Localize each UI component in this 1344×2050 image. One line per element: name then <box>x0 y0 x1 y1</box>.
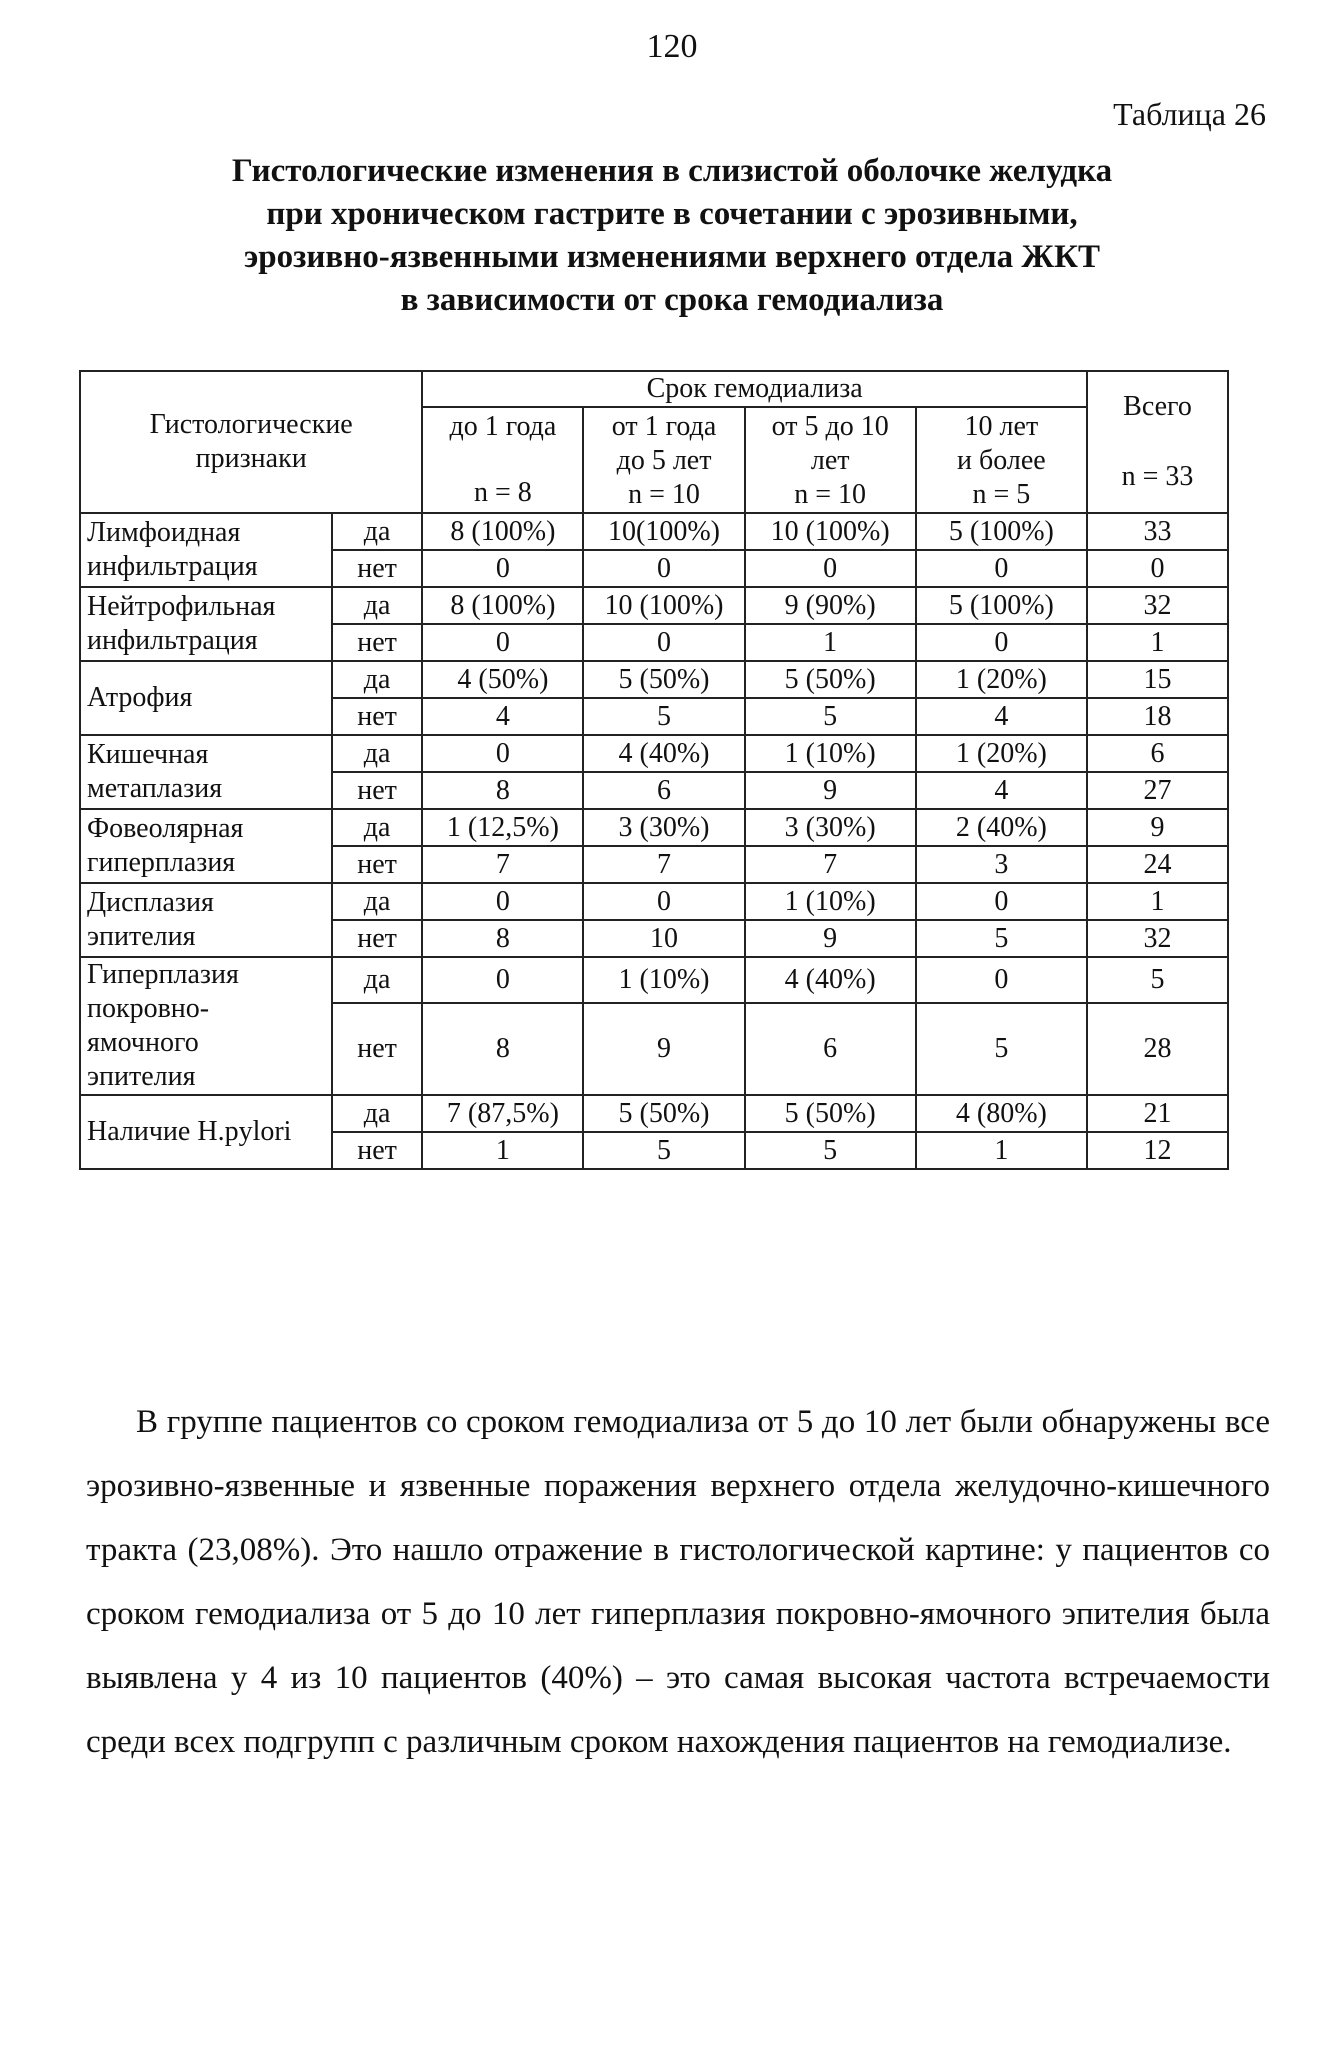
duration-column-header: до 1 года n = 8 <box>422 407 583 513</box>
feature-cell: Дисплазия эпителия <box>80 883 332 957</box>
value-cell: 0 <box>422 957 583 1003</box>
total-cell: 1 <box>1087 624 1228 661</box>
total-cell: 1 <box>1087 883 1228 920</box>
value-cell: 8 <box>422 772 583 809</box>
feature-cell: Кишечная метаплазия <box>80 735 332 809</box>
value-cell: 8 <box>422 1003 583 1095</box>
duration-group-header: Срок гемодиализа <box>422 371 1087 407</box>
title-line: при хроническом гастрите в сочетании с эрозивными, <box>266 196 1078 232</box>
value-cell: 0 <box>916 883 1087 920</box>
answer-cell: да <box>332 513 423 550</box>
value-cell: 7 (87,5%) <box>422 1095 583 1132</box>
answer-cell: да <box>332 587 423 624</box>
table-row <box>80 587 1228 624</box>
duration-column-header: от 5 до 10 лет n = 10 <box>745 407 916 513</box>
feature-cell: Наличие H.pylori <box>80 1095 332 1169</box>
value-cell: 2 (40%) <box>916 809 1087 846</box>
value-cell: 8 (100%) <box>422 513 583 550</box>
value-cell: 4 (40%) <box>745 957 916 1003</box>
value-cell: 0 <box>745 550 916 587</box>
value-cell: 0 <box>422 883 583 920</box>
value-cell: 10(100%) <box>583 513 744 550</box>
value-cell: 1 <box>916 1132 1087 1169</box>
value-cell: 5 <box>916 920 1087 957</box>
value-cell: 7 <box>583 846 744 883</box>
histology-table <box>79 370 1229 1170</box>
total-cell: 12 <box>1087 1132 1228 1169</box>
value-cell: 8 (100%) <box>422 587 583 624</box>
group-size: n = 5 <box>972 479 1031 510</box>
value-cell: 0 <box>422 550 583 587</box>
total-cell: 15 <box>1087 661 1228 698</box>
answer-cell: да <box>332 809 423 846</box>
answer-cell: нет <box>332 846 423 883</box>
body-paragraph <box>86 1390 1270 1774</box>
answer-cell: нет <box>332 698 423 735</box>
value-cell: 8 <box>422 920 583 957</box>
value-cell: 0 <box>916 624 1087 661</box>
value-cell: 4 <box>916 698 1087 735</box>
value-cell: 6 <box>583 772 744 809</box>
value-cell: 1 (10%) <box>583 957 744 1003</box>
page-number: 120 <box>646 28 698 65</box>
value-cell: 4 (50%) <box>422 661 583 698</box>
table-row <box>80 809 1228 846</box>
value-cell: 10 <box>583 920 744 957</box>
total-cell: 21 <box>1087 1095 1228 1132</box>
feature-cell: Атрофия <box>80 661 332 735</box>
value-cell: 0 <box>583 883 744 920</box>
answer-cell: да <box>332 883 423 920</box>
title-line: Гистологические изменения в слизистой оболочке желудка <box>231 153 1113 189</box>
answer-cell: да <box>332 661 423 698</box>
value-cell: 0 <box>422 624 583 661</box>
value-cell: 5 <box>583 698 744 735</box>
title-line: эрозивно-язвенными изменениями верхнего отдела ЖКТ <box>244 239 1100 275</box>
table-row <box>80 735 1228 772</box>
answer-cell: нет <box>332 550 423 587</box>
feature-cell: Нейтрофильная инфильтрация <box>80 587 332 661</box>
value-cell: 10 (100%) <box>583 587 744 624</box>
answer-cell: да <box>332 1095 423 1132</box>
value-cell: 9 <box>745 920 916 957</box>
value-cell: 5 (100%) <box>916 587 1087 624</box>
value-cell: 3 <box>916 846 1087 883</box>
total-cell: 32 <box>1087 920 1228 957</box>
total-cell: 33 <box>1087 513 1228 550</box>
total-cell: 32 <box>1087 587 1228 624</box>
value-cell: 9 (90%) <box>745 587 916 624</box>
value-cell: 5 (50%) <box>745 661 916 698</box>
table-row <box>80 513 1228 550</box>
value-cell: 4 (80%) <box>916 1095 1087 1132</box>
value-cell: 3 (30%) <box>583 809 744 846</box>
total-cell: 6 <box>1087 735 1228 772</box>
answer-cell: нет <box>332 1003 423 1095</box>
total-cell: 9 <box>1087 809 1228 846</box>
total-cell: 28 <box>1087 1003 1228 1095</box>
value-cell: 4 (40%) <box>583 735 744 772</box>
group-size: n = 8 <box>474 477 532 508</box>
value-cell: 1 (20%) <box>916 735 1087 772</box>
value-cell: 5 (50%) <box>583 1095 744 1132</box>
title-line: в зависимости от срока гемодиализа <box>400 282 944 318</box>
value-cell: 9 <box>583 1003 744 1095</box>
value-cell: 1 (20%) <box>916 661 1087 698</box>
value-cell: 0 <box>916 550 1087 587</box>
total-cell: 27 <box>1087 772 1228 809</box>
answer-cell: да <box>332 957 423 1003</box>
answer-cell: нет <box>332 624 423 661</box>
feature-cell: Лимфоидная инфильтрация <box>80 513 332 587</box>
value-cell: 0 <box>916 957 1087 1003</box>
value-cell: 9 <box>745 772 916 809</box>
table-row <box>80 957 1228 1003</box>
answer-cell: да <box>332 735 423 772</box>
value-cell: 7 <box>745 846 916 883</box>
group-size: n = 10 <box>628 479 700 510</box>
table-title <box>100 150 1244 322</box>
value-cell: 5 (100%) <box>916 513 1087 550</box>
total-cell: 18 <box>1087 698 1228 735</box>
duration-column-header: от 1 года до 5 лет n = 10 <box>583 407 744 513</box>
feature-cell: Гиперплазия покровно- ямочного эпителия <box>80 957 332 1095</box>
value-cell: 3 (30%) <box>745 809 916 846</box>
value-cell: 5 (50%) <box>745 1095 916 1132</box>
total-cell: 24 <box>1087 846 1228 883</box>
value-cell: 5 (50%) <box>583 661 744 698</box>
value-cell: 1 (10%) <box>745 883 916 920</box>
total-column-header: Всего n = 33 <box>1087 371 1228 513</box>
table-label: Таблица 26 <box>1113 96 1266 132</box>
value-cell: 1 (12,5%) <box>422 809 583 846</box>
value-cell: 0 <box>583 624 744 661</box>
value-cell: 6 <box>745 1003 916 1095</box>
value-cell: 7 <box>422 846 583 883</box>
duration-column-header: 10 лет и более n = 5 <box>916 407 1087 513</box>
total-cell: 5 <box>1087 957 1228 1003</box>
table-row <box>80 1095 1228 1132</box>
value-cell: 5 <box>583 1132 744 1169</box>
total-cell: 0 <box>1087 550 1228 587</box>
answer-cell: нет <box>332 1132 423 1169</box>
value-cell: 5 <box>916 1003 1087 1095</box>
value-cell: 0 <box>583 550 744 587</box>
value-cell: 1 (10%) <box>745 735 916 772</box>
feature-column-header: Гистологические признаки <box>80 371 422 513</box>
paragraph-text: В группе пациентов со сроком гемодиализа от 5 до 10 лет были обнаружены все эрозивно-язвенные и язвенные поражения верхнего отдела желудочно-кишечного тракта (23,08%). Это нашло отражение в гистологической картине: у пациентов со сроком гемодиализа от 5 до 10 лет гиперплазия покровно-ямочного эпителия была выявлена у 4 из 10 пациентов (40%) – это самая высокая частота встречаемости среди всех подгрупп с различным сроком нахождения пациентов на гемодиализе. <box>86 1404 1270 1760</box>
value-cell: 1 <box>422 1132 583 1169</box>
value-cell: 5 <box>745 1132 916 1169</box>
table-row <box>80 883 1228 920</box>
feature-cell: Фовеолярная гиперплазия <box>80 809 332 883</box>
value-cell: 1 <box>745 624 916 661</box>
value-cell: 10 (100%) <box>745 513 916 550</box>
group-size: n = 10 <box>794 479 867 510</box>
value-cell: 4 <box>916 772 1087 809</box>
table-row <box>80 661 1228 698</box>
value-cell: 4 <box>422 698 583 735</box>
value-cell: 0 <box>422 735 583 772</box>
answer-cell: нет <box>332 772 423 809</box>
answer-cell: нет <box>332 920 423 957</box>
value-cell: 5 <box>745 698 916 735</box>
